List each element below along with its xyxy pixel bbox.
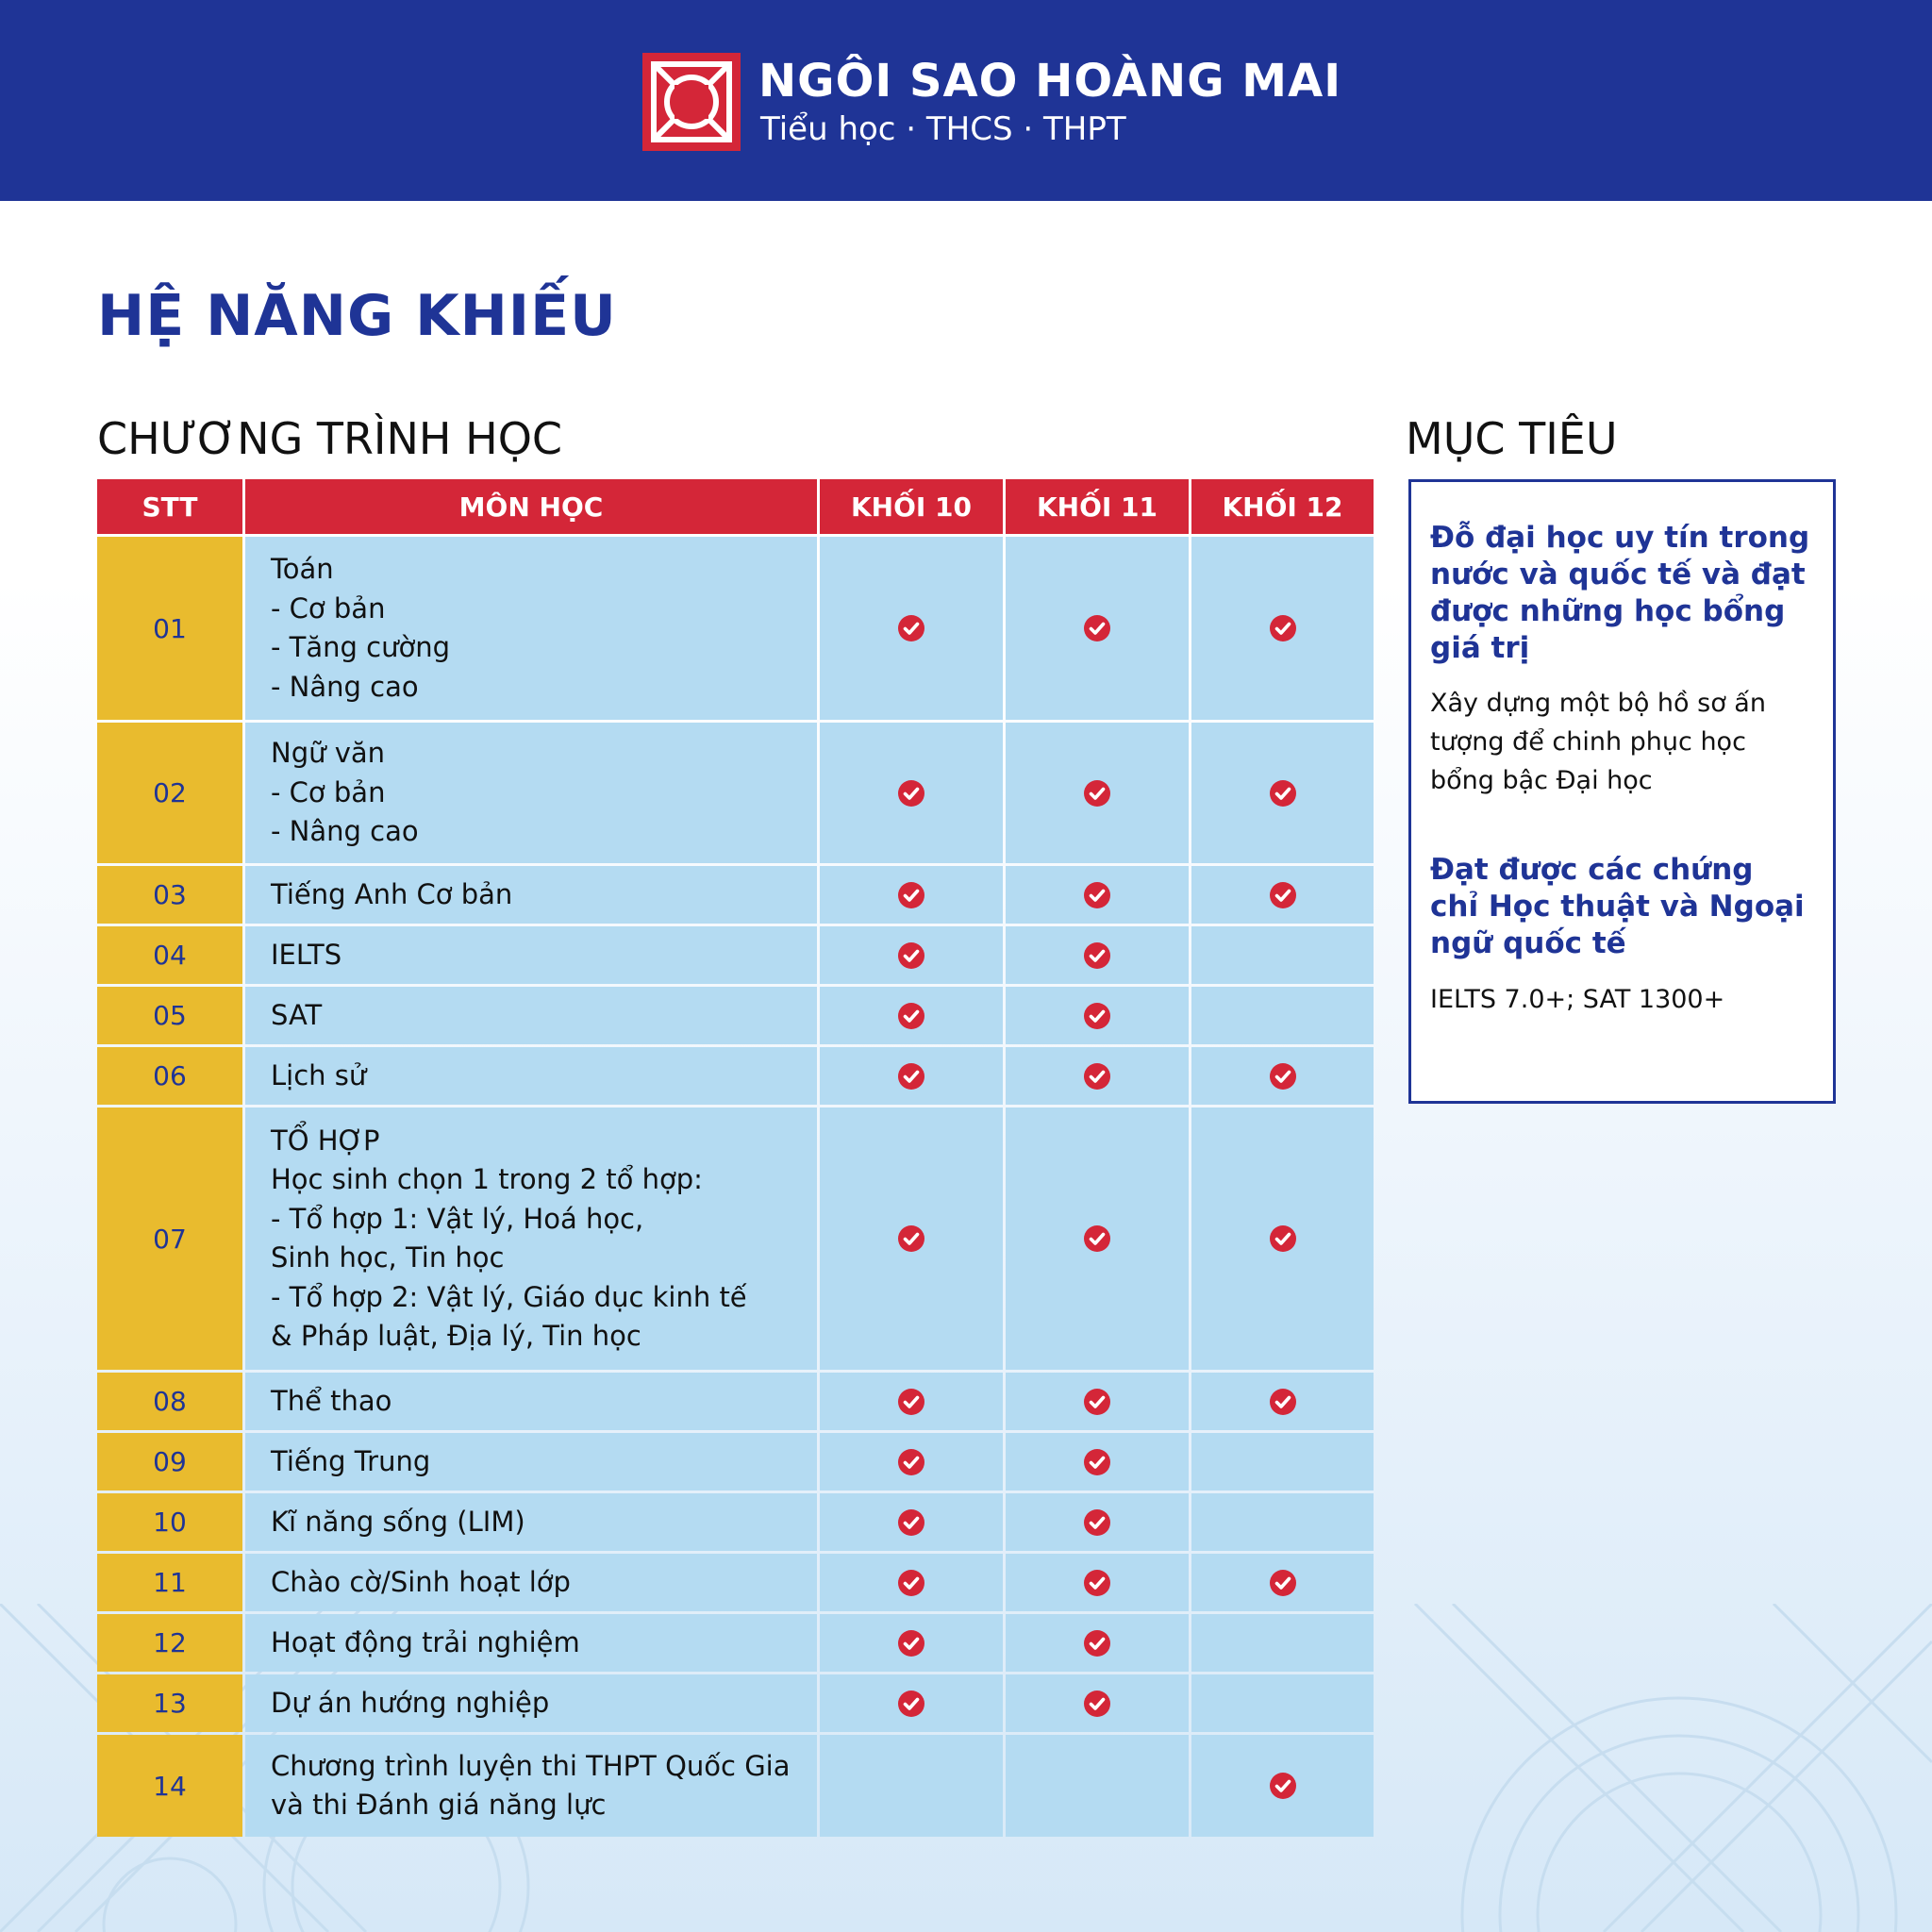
row-number: 05: [97, 987, 242, 1044]
row-number: 13: [97, 1674, 242, 1732]
grade-12-cell: [1191, 926, 1374, 984]
red-check-circle-icon: [1269, 1224, 1297, 1253]
grade-11-cell: [1006, 723, 1189, 863]
red-check-circle-icon: [1083, 881, 1111, 909]
grade-10-cell: [820, 1614, 1003, 1672]
grade-11-cell: [1006, 987, 1189, 1044]
grade-12-cell: [1191, 723, 1374, 863]
grade-10-cell: [820, 1735, 1003, 1837]
row-number: 08: [97, 1373, 242, 1430]
red-check-circle-icon: [897, 1508, 925, 1537]
red-check-circle-icon: [897, 779, 925, 808]
goal-heading: Đạt được các chứng chỉ Học thuật và Ngoại ngữ quốc tế: [1430, 853, 1805, 960]
subject-cell: [245, 1674, 817, 1732]
grade-12-cell: [1191, 1614, 1374, 1672]
grade-11-cell: [1006, 1493, 1189, 1551]
brand-name: NGÔI SAO HOÀNG MAI: [758, 55, 1342, 108]
grade-12-cell: [1191, 1554, 1374, 1611]
grade-12-cell: [1191, 1674, 1374, 1732]
subject-line: Tiếng Anh Cơ bản: [271, 877, 513, 910]
red-check-circle-icon: [1083, 779, 1111, 808]
red-check-circle-icon: [1083, 1569, 1111, 1597]
grade-12-cell: [1191, 1433, 1374, 1491]
grade-12-cell: [1191, 1047, 1374, 1105]
subject-line: SAT: [271, 998, 323, 1031]
subject-cell: [245, 926, 817, 984]
subject-line: Lịch sử: [271, 1058, 367, 1091]
grade-10-cell: [820, 537, 1003, 720]
page-title: HỆ NĂNG KHIẾU: [97, 283, 617, 349]
subject-line: - Nâng cao: [271, 670, 419, 703]
row-number: 14: [97, 1735, 242, 1837]
grade-11-cell: [1006, 537, 1189, 720]
subject-cell: [245, 1433, 817, 1491]
grade-11-cell: [1006, 1108, 1189, 1370]
grade-10-cell: [820, 1047, 1003, 1105]
row-number: 11: [97, 1554, 242, 1611]
subject-cell: [245, 1614, 817, 1672]
red-check-circle-icon: [1269, 1062, 1297, 1091]
subject-cell: [245, 866, 817, 924]
subject-cell: [245, 1554, 817, 1611]
subject-cell: [245, 1108, 817, 1370]
grade-12-cell: [1191, 1735, 1374, 1837]
red-check-circle-icon: [1083, 1508, 1111, 1537]
header-grade-10: KHỐI 10: [820, 479, 1003, 534]
red-check-circle-icon: [1083, 1002, 1111, 1030]
brand-subtitle: Tiểu học · THCS · THPT: [760, 110, 1126, 148]
red-check-circle-icon: [897, 1062, 925, 1091]
subject-cell: [245, 1373, 817, 1430]
red-check-circle-icon: [897, 1629, 925, 1657]
red-check-circle-icon: [897, 1569, 925, 1597]
header-subject: MÔN HỌC: [245, 479, 817, 534]
subject-line: Chào cờ/Sinh hoạt lớp: [271, 1565, 571, 1598]
grade-10-cell: [820, 1433, 1003, 1491]
goals-box: [1408, 479, 1836, 1104]
row-number: 12: [97, 1614, 242, 1672]
grade-11-cell: [1006, 1433, 1189, 1491]
subject-line: Hoạt động trải nghiệm: [271, 1625, 580, 1658]
subject-line: - Cơ bản: [271, 775, 386, 808]
red-check-circle-icon: [1269, 1569, 1297, 1597]
subject-line: và thi Đánh giá năng lực: [271, 1789, 607, 1821]
subject-line: - Tổ hợp 2: Vật lý, Giáo dục kinh tế: [271, 1280, 747, 1313]
subject-line: Dự án hướng nghiệp: [271, 1686, 550, 1719]
row-number: 07: [97, 1108, 242, 1370]
grade-10-cell: [820, 1554, 1003, 1611]
grade-10-cell: [820, 1493, 1003, 1551]
subject-line: Sinh học, Tin học: [271, 1241, 505, 1274]
header-bar: [0, 0, 1932, 201]
subject-line: - Tăng cường: [271, 631, 451, 663]
subject-line: & Pháp luật, Địa lý, Tin học: [271, 1320, 641, 1352]
red-check-circle-icon: [897, 614, 925, 642]
subject-line: - Cơ bản: [271, 591, 386, 625]
grade-11-cell: [1006, 1554, 1189, 1611]
subject-cell: [245, 723, 817, 863]
header-grade-12: KHỐI 12: [1191, 479, 1374, 534]
header-stt: STT: [97, 479, 242, 534]
red-check-circle-icon: [897, 1690, 925, 1718]
red-check-circle-icon: [1269, 1772, 1297, 1800]
row-number: 02: [97, 723, 242, 863]
red-check-circle-icon: [1083, 1062, 1111, 1091]
grade-11-cell: [1006, 1614, 1189, 1672]
red-check-circle-icon: [1083, 1448, 1111, 1476]
grade-11-cell: [1006, 1674, 1189, 1732]
red-check-circle-icon: [1083, 614, 1111, 642]
red-check-circle-icon: [897, 1388, 925, 1416]
grade-10-cell: [820, 926, 1003, 984]
subject-line: Chương trình luyện thi THPT Quốc Gia: [271, 1749, 791, 1782]
red-check-circle-icon: [1083, 1690, 1111, 1718]
subject-line: Toán: [271, 553, 334, 585]
red-check-circle-icon: [1269, 779, 1297, 808]
subject-cell: [245, 537, 817, 720]
subject-cell: [245, 1493, 817, 1551]
subject-cell: [245, 987, 817, 1044]
red-check-circle-icon: [1269, 1388, 1297, 1416]
grade-10-cell: [820, 1108, 1003, 1370]
grade-12-cell: [1191, 1493, 1374, 1551]
star-emblem-icon: [642, 53, 741, 151]
row-number: 04: [97, 926, 242, 984]
subject-cell: [245, 1047, 817, 1105]
goal-text: IELTS 7.0+; SAT 1300+: [1430, 985, 1725, 1014]
program-title: CHƯƠNG TRÌNH HỌC: [97, 413, 563, 464]
red-check-circle-icon: [897, 941, 925, 970]
grade-11-cell: [1006, 1373, 1189, 1430]
subject-line: Học sinh chọn 1 trong 2 tổ hợp:: [271, 1163, 703, 1195]
grade-10-cell: [820, 987, 1003, 1044]
subject-line: - Tổ hợp 1: Vật lý, Hoá học,: [271, 1202, 644, 1235]
subject-line: Thể thao: [271, 1384, 392, 1417]
grade-11-cell: [1006, 1047, 1189, 1105]
red-check-circle-icon: [1083, 1629, 1111, 1657]
subject-line: Tiếng Trung: [271, 1444, 431, 1477]
row-number: 09: [97, 1433, 242, 1491]
row-number: 06: [97, 1047, 242, 1105]
grade-10-cell: [820, 866, 1003, 924]
grade-10-cell: [820, 723, 1003, 863]
row-number: 10: [97, 1493, 242, 1551]
grade-11-cell: [1006, 1735, 1189, 1837]
red-check-circle-icon: [897, 881, 925, 909]
red-check-circle-icon: [1083, 1224, 1111, 1253]
red-check-circle-icon: [1269, 614, 1297, 642]
red-check-circle-icon: [1083, 941, 1111, 970]
subject-line: IELTS: [271, 938, 342, 971]
goal-text: Xây dựng một bộ hồ sơ ấn tượng để chinh phục học bổng bậc Đại học: [1430, 689, 1766, 795]
red-check-circle-icon: [1083, 1388, 1111, 1416]
subject-cell: [245, 1735, 817, 1837]
grade-12-cell: [1191, 866, 1374, 924]
goals-title: MỤC TIÊU: [1406, 413, 1618, 464]
grade-10-cell: [820, 1674, 1003, 1732]
red-check-circle-icon: [897, 1224, 925, 1253]
grade-11-cell: [1006, 866, 1189, 924]
grade-12-cell: [1191, 537, 1374, 720]
red-check-circle-icon: [897, 1002, 925, 1030]
subject-line: Ngữ văn: [271, 737, 386, 770]
red-check-circle-icon: [1269, 881, 1297, 909]
grade-12-cell: [1191, 1373, 1374, 1430]
grade-12-cell: [1191, 987, 1374, 1044]
goal-heading: Đỗ đại học uy tín trong nước và quốc tế và đạt được những học bổng giá trị: [1430, 521, 1810, 665]
red-check-circle-icon: [897, 1448, 925, 1476]
row-number: 03: [97, 866, 242, 924]
header-grade-11: KHỐI 11: [1006, 479, 1189, 534]
subject-line: - Nâng cao: [271, 815, 419, 848]
grade-12-cell: [1191, 1108, 1374, 1370]
grade-10-cell: [820, 1373, 1003, 1430]
subject-line: TỔ HỢP: [271, 1124, 380, 1157]
subject-line: Kĩ năng sống (LIM): [271, 1505, 525, 1538]
grade-11-cell: [1006, 926, 1189, 984]
row-number: 01: [97, 537, 242, 720]
